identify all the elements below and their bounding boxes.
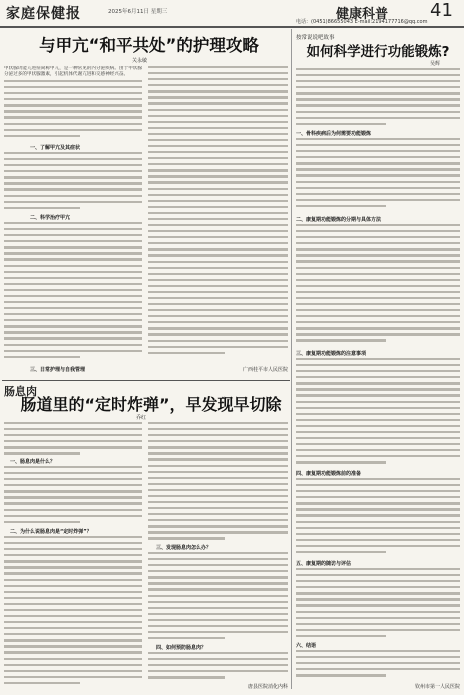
article-2-body-b	[4, 466, 142, 526]
article-3-body-f	[296, 568, 460, 640]
article-1-body-a	[4, 80, 142, 142]
article-3-heading-6: 六、结语	[296, 643, 317, 649]
article-1-heading-1: 一、了解甲亢及其症状	[30, 145, 81, 151]
article-3-heading-5: 五、康复期的随访与评估	[296, 561, 352, 567]
article-3-heading-1: 一、骨科疾病后为何需要功能锻炼	[296, 131, 372, 137]
article-2-author: 乔红	[136, 415, 147, 421]
column-divider	[291, 29, 292, 689]
article-2-heading-3: 三、发现肠息肉怎么办？	[156, 545, 212, 551]
article-3-author: 吴辉	[430, 61, 441, 67]
article-2-heading-1: 一、肠息肉是什么？	[10, 459, 56, 465]
article-2-body-a	[4, 422, 142, 456]
article-3-body-e	[296, 478, 460, 558]
page-title: 健康科普	[336, 7, 389, 22]
article-2-title: 肠道里的“定时炸弹”，早发现早切除	[20, 395, 282, 414]
article-3-heading-2: 二、康复期功能锻炼的分期与具体方法	[296, 217, 382, 223]
article-1-author: 关永敏	[132, 58, 148, 64]
article-3-heading-4: 四、康复期功能锻炼前的准备	[296, 471, 362, 477]
article-1-body-d	[148, 66, 288, 362]
article-3-body-a	[296, 68, 460, 128]
section-name: 家庭保健报	[6, 6, 81, 22]
article-2-body-c	[4, 536, 142, 688]
article-1-body-c	[4, 222, 142, 364]
article-3-body-g	[296, 650, 460, 682]
article-3-credit: 钦州市第一人民医院	[414, 684, 460, 690]
page-number: 41	[430, 0, 453, 21]
article-2-kicker: 肠息肉	[4, 385, 37, 398]
article-1-heading-2: 二、科学治疗甲亢	[30, 215, 71, 221]
article-2-body-d	[148, 422, 288, 542]
article-2-heading-2: 二、为什么说肠息肉是“定时炸弹”？	[10, 529, 92, 535]
article-3-body-b	[296, 138, 460, 214]
article-3-heading-3: 三、康复期功能锻炼的注意事项	[296, 351, 367, 357]
article-1-intro: 甲状腺功能亢进症简称甲亢，是一种常见的内分泌疾病。由于甲状腺分泌过多的甲状腺激素，引起机体代谢亢进和交感神经兴奋。	[4, 66, 142, 78]
article-3-kicker: 按常说说吧故事	[296, 35, 335, 41]
article-2-divider	[2, 380, 290, 381]
article-1-body-b	[4, 152, 142, 212]
contact-info: 电话：(0451)86655043 E-mail:2194177716@qq.com	[296, 19, 428, 25]
article-3-body-c	[296, 224, 460, 348]
article-2-credit: 唐县医院消化内科	[247, 684, 288, 690]
page-header	[0, 0, 464, 26]
article-2-body-e	[148, 552, 288, 642]
article-1-credit: 广西桂平市人民医院	[242, 367, 288, 373]
article-2-heading-4: 四、如何预防肠息肉？	[156, 645, 207, 651]
article-2-body-f	[148, 652, 288, 680]
article-3-title: 如何科学进行功能锻炼?	[306, 44, 450, 60]
article-3-body-d	[296, 358, 460, 468]
issue-date: 2025年6月11日 星期三	[108, 9, 168, 15]
header-divider	[0, 26, 464, 28]
article-1-title: 与甲亢“和平共处”的护理攻略	[39, 36, 259, 55]
article-1-heading-3: 三、日常护理与自我管理	[30, 367, 86, 373]
